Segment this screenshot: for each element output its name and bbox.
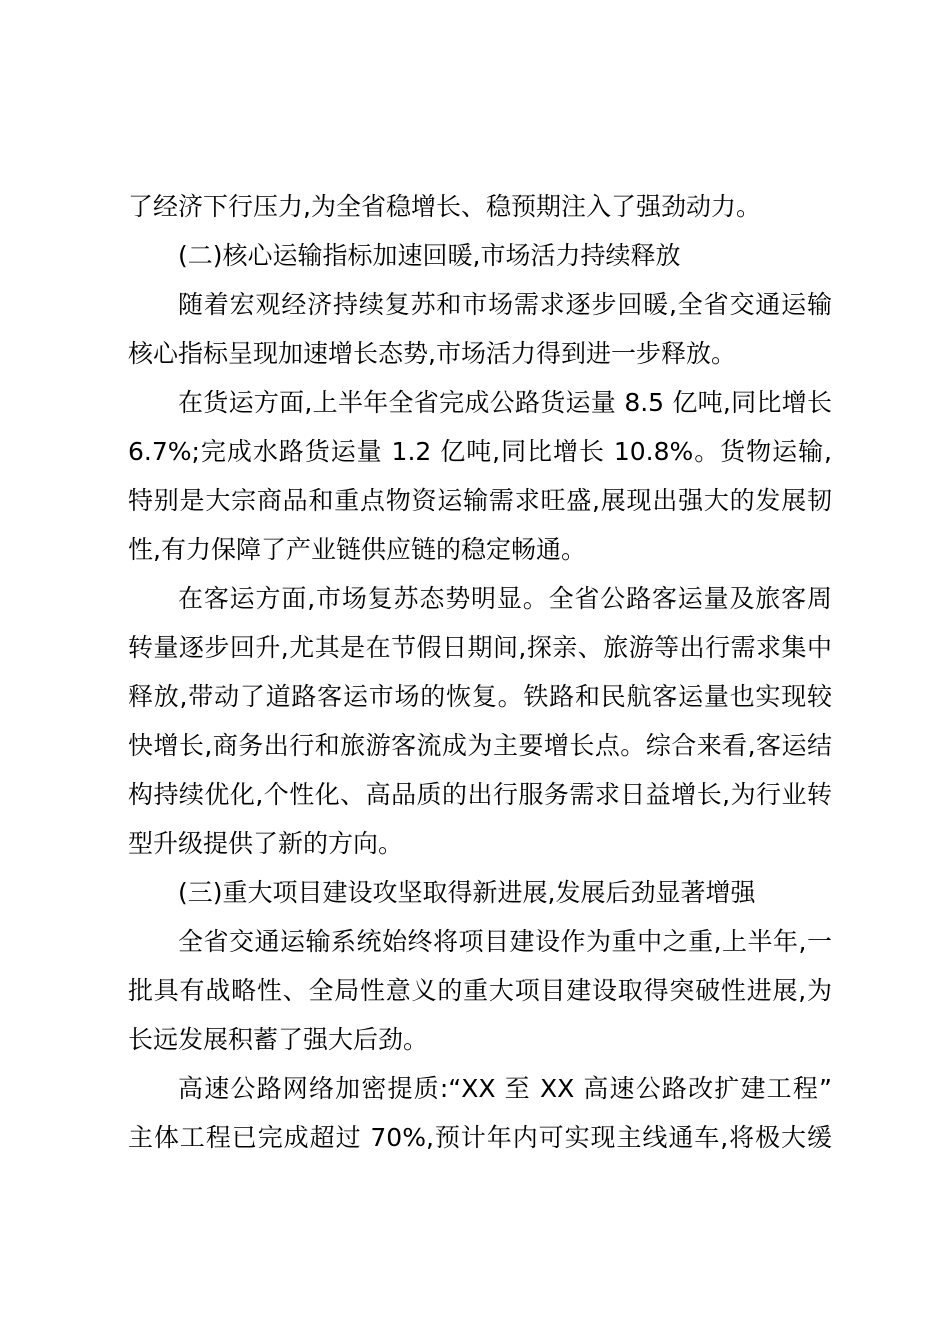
text-line: 了经济下行压力,为全省稳增长、稳预期注入了强劲动力。	[128, 192, 761, 221]
text-line: 主体工程已完成超过 70%,预计年内可实现主线通车,将极大缓	[128, 1123, 832, 1152]
text-line: 型升级提供了新的方向。	[128, 829, 404, 858]
text-line: 核心指标呈现加速增长态势,市场活力得到进一步释放。	[128, 339, 736, 368]
text-line: 构持续优化,个性化、高品质的出行服务需求日益增长,为行业转	[128, 780, 832, 809]
text-line: 在货运方面,上半年全省完成公路货运量 8.5 亿吨,同比增长	[178, 388, 832, 417]
section-heading: (二)核心运输指标加速回暖,市场活力持续释放	[178, 241, 681, 270]
text-line: 释放,带动了道路客运市场的恢复。铁路和民航客运量也实现较	[128, 682, 832, 711]
text-line: 高速公路网络加密提质:“XX 至 XX 高速公路改扩建工程”	[178, 1074, 832, 1103]
text-line: 在客运方面,市场复苏态势明显。全省公路客运量及旅客周	[178, 584, 832, 613]
text-line: 特别是大宗商品和重点物资运输需求旺盛,展现出强大的发展韧	[128, 486, 832, 515]
text-line: 批具有战略性、全局性意义的重大项目建设取得突破性进展,为	[128, 976, 832, 1005]
section-heading: (三)重大项目建设攻坚取得新进展,发展后劲显著增强	[178, 878, 756, 907]
text-line: 转量逐步回升,尤其是在节假日期间,探亲、旅游等出行需求集中	[128, 633, 832, 662]
text-line: 随着宏观经济持续复苏和市场需求逐步回暖,全省交通运输	[178, 290, 832, 319]
text-line: 性,有力保障了产业链供应链的稳定畅通。	[128, 535, 586, 564]
text-line: 快增长,商务出行和旅游客流成为主要增长点。综合来看,客运结	[128, 731, 832, 760]
document-body	[128, 182, 832, 1162]
text-line: 全省交通运输系统始终将项目建设作为重中之重,上半年,一	[178, 927, 832, 956]
text-line: 长远发展积蓄了强大后劲。	[128, 1025, 429, 1054]
text-line: 6.7%;完成水路货运量 1.2 亿吨,同比增长 10.8%。货物运输,	[128, 437, 832, 466]
